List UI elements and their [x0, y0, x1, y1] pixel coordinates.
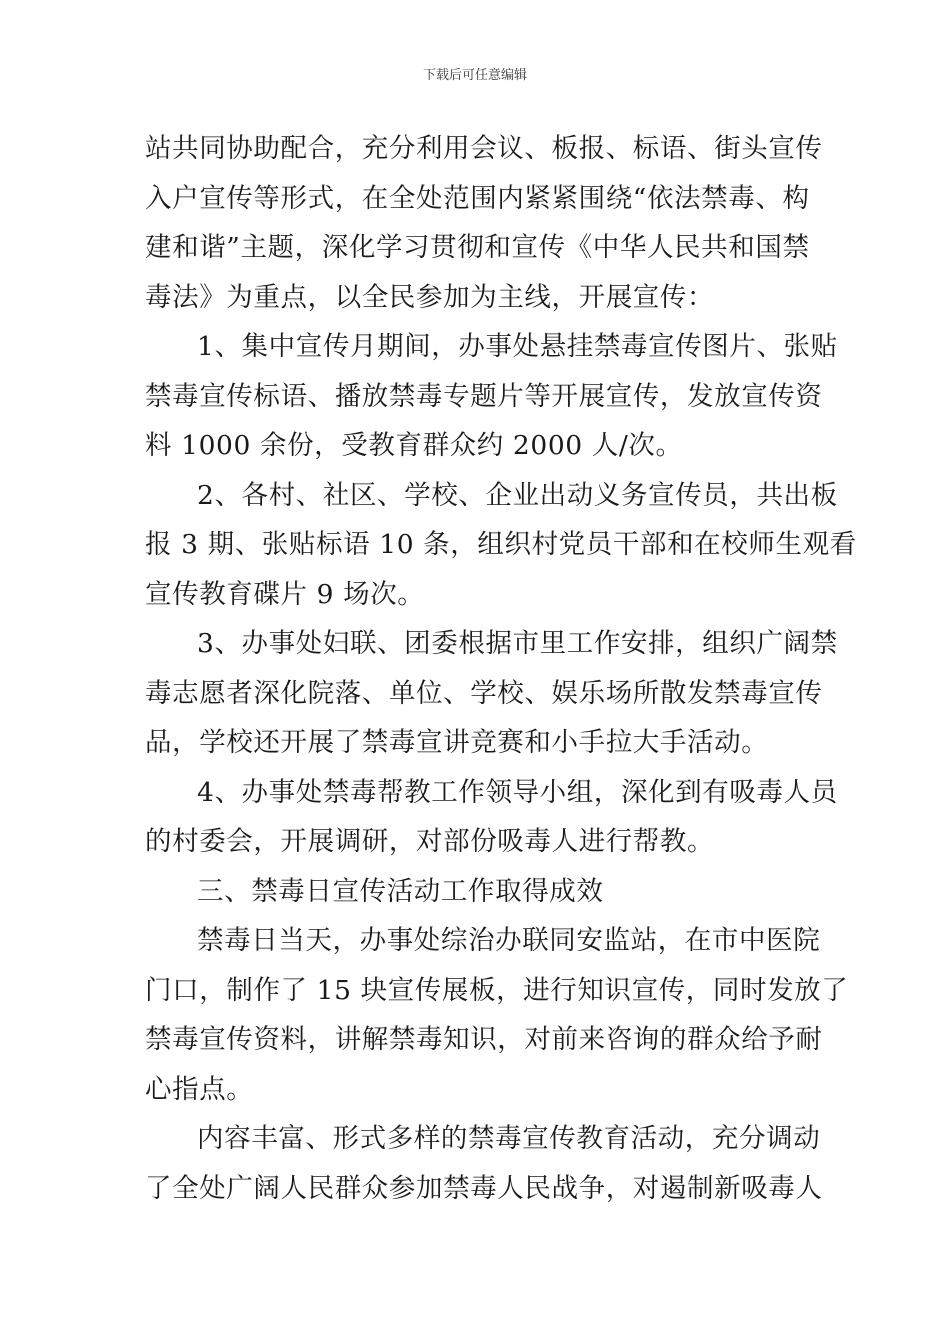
text-line: 了全处广阔人民群众参加禁毒人民战争，对遏制新吸毒人	[145, 1172, 823, 1204]
page-header: 下载后可任意编辑	[422, 68, 527, 83]
section-heading: 三、禁毒日宣传活动工作取得成效	[197, 875, 604, 907]
paragraph-start-line: 禁毒日当天，办事处综治办联同安监站，在市中医院	[197, 925, 821, 956]
text-line: 料 1000 余份，受教育群众约 2000 人/次。	[145, 430, 683, 461]
list-item-3-line: 3、办事处妇联、团委根据市里工作安排，组织广阔禁	[197, 628, 838, 659]
text-line: 品，学校还开展了禁毒宣讲竞赛和小手拉大手活动。	[145, 727, 769, 758]
text-line: 宣传教育碟片 9 场次。	[145, 578, 425, 610]
text-line: 禁毒宣传资料，讲解禁毒知识，对前来咨询的群众给予耐	[145, 1024, 823, 1055]
document-body	[145, 124, 857, 1213]
list-item-4-line: 4、办事处禁毒帮教工作领导小组，深化到有吸毒人员	[197, 776, 838, 808]
text-line: 禁毒宣传标语、播放禁毒专题片等开展宣传，发放宣传资	[145, 380, 823, 412]
list-item-1-line: 1、集中宣传月期间，办事处悬挂禁毒宣传图片、张贴	[197, 331, 838, 362]
text-line: 门口，制作了 15 块宣传展板，进行知识宣传，同时发放了	[145, 974, 849, 1006]
text-line: 建和谐”主题，深化学习贯彻和宣传《中华人民共和国禁	[145, 232, 810, 263]
text-line: 的村委会，开展调研，对部份吸毒人进行帮教。	[145, 826, 715, 857]
paragraph-start-line: 内容丰富、形式多样的禁毒宣传教育活动，充分调动	[197, 1123, 821, 1154]
text-line: 站共同协助配合，充分利用会议、板报、标语、街头宣传	[145, 133, 823, 164]
text-line: 入户宣传等形式，在全处范围内紧紧围绕“依法禁毒、构	[145, 182, 810, 214]
list-item-2-line: 2、各村、社区、学校、企业出动义务宣传员，共出板	[197, 479, 838, 511]
text-line: 毒法》为重点，以全民参加为主线，开展宣传：	[145, 281, 715, 313]
text-line: 报 3 期、张贴标语 10 条，组织村党员干部和在校师生观看	[145, 529, 857, 560]
text-line: 毒志愿者深化院落、单位、学校、娱乐场所散发禁毒宣传	[145, 677, 823, 709]
text-line: 心指点。	[145, 1073, 254, 1105]
